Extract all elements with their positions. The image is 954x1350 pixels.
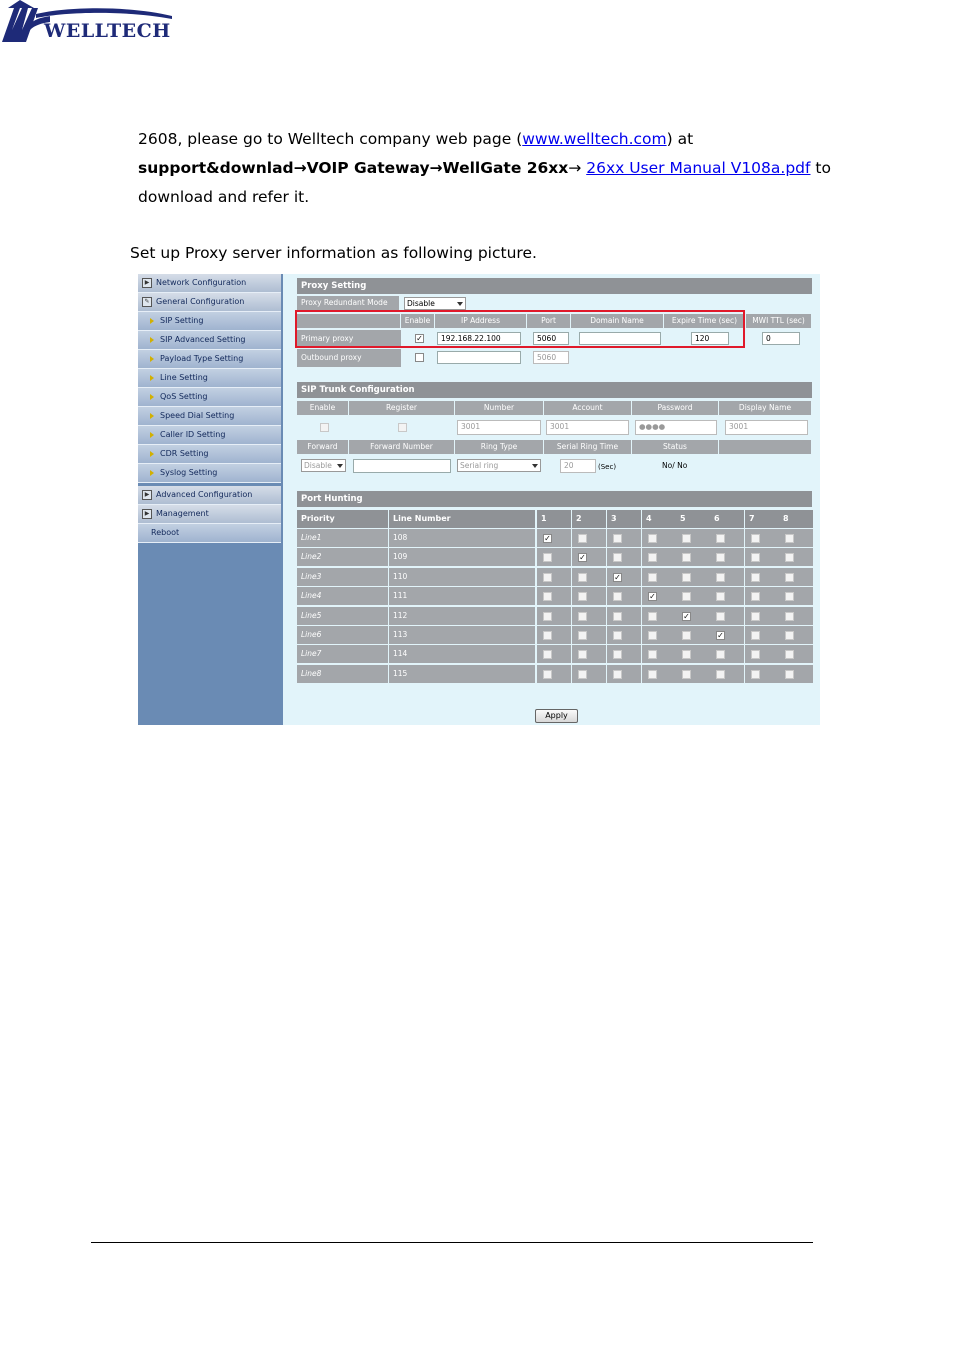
port-hunting-checkbox[interactable] bbox=[682, 553, 691, 562]
port-hunting-checkbox[interactable] bbox=[785, 650, 794, 659]
trunk-ring-time-input[interactable]: 20 bbox=[560, 459, 596, 473]
sidebar-item-management[interactable] bbox=[138, 505, 281, 524]
port-hunting-checkbox[interactable] bbox=[682, 631, 691, 640]
port-hunting-checkbox[interactable] bbox=[785, 631, 794, 640]
port-hunting-checkbox[interactable] bbox=[716, 534, 725, 543]
primary-proxy-mwi-input[interactable]: 0 bbox=[762, 332, 800, 345]
port-hunting-priority-cell: Line5 bbox=[297, 607, 388, 625]
arrow-right-icon: ▶ bbox=[142, 278, 152, 288]
chevron-down-icon bbox=[532, 464, 538, 468]
sip-trunk-title: SIP Trunk Configuration bbox=[297, 382, 812, 398]
port-hunting-checkbox[interactable] bbox=[543, 631, 552, 640]
trunk-header-status: Status bbox=[632, 440, 719, 454]
port-hunting-checkbox[interactable] bbox=[716, 670, 725, 679]
port-hunting-checkbox[interactable] bbox=[613, 534, 622, 543]
sidebar-item-caller-id-setting[interactable] bbox=[138, 426, 281, 445]
port-hunting-checkbox[interactable] bbox=[648, 631, 657, 640]
primary-proxy-port-input[interactable]: 5060 bbox=[533, 332, 569, 345]
select-value: Serial ring bbox=[460, 461, 499, 470]
triangle-icon bbox=[150, 413, 154, 419]
port-hunting-checkbox[interactable] bbox=[648, 553, 657, 562]
port-hunting-priority-cell: Line3 bbox=[297, 568, 388, 586]
port-hunting-checkbox[interactable] bbox=[751, 592, 760, 601]
port-hunting-checkbox[interactable] bbox=[543, 553, 552, 562]
port-hunting-line-number-cell: 111 bbox=[389, 587, 535, 605]
port-hunting-checkbox[interactable] bbox=[648, 650, 657, 659]
trunk-account-input[interactable]: 3001 bbox=[546, 420, 629, 435]
port-hunting-header-col: 1 bbox=[537, 510, 571, 528]
sidebar-item-cdr-setting[interactable] bbox=[138, 445, 281, 464]
port-hunting-checkbox[interactable] bbox=[785, 573, 794, 582]
trunk-forward-number-input[interactable] bbox=[353, 459, 451, 473]
arrow-text: → bbox=[568, 159, 587, 177]
triangle-icon bbox=[150, 432, 154, 438]
port-hunting-checkbox[interactable] bbox=[578, 573, 587, 582]
chevron-down-icon bbox=[457, 302, 463, 306]
primary-proxy-label: Primary proxy bbox=[297, 330, 401, 348]
trunk-header-account: Account bbox=[544, 401, 632, 415]
proxy-header-domain: Domain Name bbox=[571, 314, 664, 328]
port-hunting-line-number-cell: 108 bbox=[389, 529, 535, 547]
paragraph-line-3: download and refer it. bbox=[138, 188, 310, 206]
trunk-header-forward: Forward bbox=[297, 440, 349, 454]
port-hunting-checkbox[interactable]: ✓ bbox=[649, 592, 656, 602]
port-hunting-header-priority: Priority bbox=[297, 510, 388, 528]
port-hunting-line-number-cell: 109 bbox=[389, 548, 535, 566]
primary-proxy-ip-input[interactable]: 192.168.22.100 bbox=[437, 332, 521, 345]
port-hunting-title: Port Hunting bbox=[297, 491, 812, 507]
port-hunting-checkbox[interactable] bbox=[543, 573, 552, 582]
port-hunting-checkbox[interactable] bbox=[578, 631, 587, 640]
triangle-icon bbox=[150, 375, 154, 381]
download-path-text: support&downlad→VOIP Gateway→WellGate 26xx bbox=[138, 159, 569, 177]
trunk-forward-select[interactable] bbox=[301, 459, 346, 472]
port-hunting-checkbox[interactable] bbox=[751, 670, 760, 679]
embedded-screenshot bbox=[138, 274, 820, 725]
trunk-ring-type-select[interactable] bbox=[457, 459, 541, 472]
proxy-header-port: Port bbox=[527, 314, 571, 328]
port-hunting-checkbox[interactable] bbox=[578, 534, 587, 543]
port-hunting-checkbox[interactable] bbox=[716, 650, 725, 659]
triangle-icon bbox=[150, 470, 154, 476]
footer-divider bbox=[91, 1242, 813, 1243]
trunk-header-number: Number bbox=[455, 401, 544, 415]
port-hunting-line-number-cell: 114 bbox=[389, 645, 535, 663]
port-hunting-checkbox[interactable] bbox=[751, 650, 760, 659]
trunk-header-forward-number: Forward Number bbox=[349, 440, 455, 454]
sidebar-item-label: Line Setting bbox=[160, 373, 208, 382]
paragraph-text: ) at bbox=[666, 130, 694, 148]
trunk-header-password: Password bbox=[632, 401, 719, 415]
sidebar-item-label: Network Configuration bbox=[156, 278, 247, 287]
port-hunting-priority-cell: Line4 bbox=[297, 587, 388, 605]
sidebar-item-label: Reboot bbox=[151, 528, 180, 537]
sidebar-item-label: CDR Setting bbox=[160, 449, 209, 458]
primary-proxy-expire-input[interactable]: 120 bbox=[691, 332, 729, 345]
port-hunting-checkbox[interactable] bbox=[751, 612, 760, 621]
port-hunting-checkbox[interactable] bbox=[751, 534, 760, 543]
port-hunting-checkbox[interactable] bbox=[648, 612, 657, 621]
trunk-header-serial-ring-time: Serial Ring Time bbox=[544, 440, 632, 454]
sidebar-item-label: Management bbox=[156, 509, 209, 518]
sidebar-item-label: QoS Setting bbox=[160, 392, 208, 401]
port-hunting-header-col: 4 bbox=[642, 510, 676, 528]
trunk-display-name-input[interactable]: 3001 bbox=[725, 420, 808, 435]
port-hunting-header-col: 5 bbox=[676, 510, 710, 528]
proxy-header-expire: Expire Time (sec) bbox=[664, 314, 746, 328]
sidebar-item-label: SIP Setting bbox=[160, 316, 204, 325]
arrow-right-icon: ▶ bbox=[142, 509, 152, 519]
paragraph-text: to bbox=[810, 159, 831, 177]
sidebar-item-label: Caller ID Setting bbox=[160, 430, 226, 439]
port-hunting-checkbox[interactable] bbox=[543, 650, 552, 659]
port-hunting-header-col: 2 bbox=[572, 510, 606, 528]
port-hunting-checkbox[interactable] bbox=[613, 670, 622, 679]
select-value: Disable bbox=[304, 461, 332, 470]
apply-button[interactable]: Apply bbox=[535, 709, 578, 723]
port-hunting-priority-cell: Line2 bbox=[297, 548, 388, 566]
triangle-icon bbox=[150, 318, 154, 324]
sidebar bbox=[138, 274, 283, 725]
outbound-proxy-ip-input[interactable] bbox=[437, 351, 521, 364]
port-hunting-checkbox[interactable] bbox=[648, 670, 657, 679]
port-hunting-checkbox[interactable] bbox=[716, 573, 725, 582]
port-hunting-checkbox[interactable] bbox=[682, 573, 691, 582]
port-hunting-priority-cell: Line6 bbox=[297, 626, 388, 644]
port-hunting-header-col: 7 bbox=[745, 510, 779, 528]
sidebar-item-label: Advanced Configuration bbox=[156, 490, 253, 499]
port-hunting-checkbox[interactable] bbox=[785, 592, 794, 601]
trunk-status-value: No/ No bbox=[662, 461, 688, 470]
port-hunting-checkbox[interactable] bbox=[613, 612, 622, 621]
sidebar-item-label: Payload Type Setting bbox=[160, 354, 244, 363]
proxy-setting-title: Proxy Setting bbox=[297, 278, 812, 294]
primary-proxy-enable-checkbox[interactable]: ✓ bbox=[416, 334, 423, 343]
sidebar-item-label: Speed Dial Setting bbox=[160, 411, 235, 420]
port-hunting-checkbox[interactable] bbox=[716, 592, 725, 601]
sidebar-item-advanced-configuration[interactable] bbox=[138, 486, 281, 505]
trunk-header-ring-type: Ring Type bbox=[455, 440, 544, 454]
trunk-header-enable: Enable bbox=[297, 401, 349, 415]
port-hunting-checkbox[interactable] bbox=[648, 534, 657, 543]
port-hunting-line-number-cell: 110 bbox=[389, 568, 535, 586]
welltech-logo bbox=[0, 0, 175, 44]
port-hunting-header-line-number: Line Number bbox=[389, 510, 535, 528]
chevron-down-icon bbox=[337, 464, 343, 468]
port-hunting-checkbox[interactable] bbox=[785, 612, 794, 621]
sidebar-item-label: SIP Advanced Setting bbox=[160, 335, 246, 344]
port-hunting-checkbox[interactable]: ✓ bbox=[717, 631, 724, 640]
port-hunting-checkbox[interactable] bbox=[613, 553, 622, 562]
port-hunting-checkbox[interactable] bbox=[578, 612, 587, 621]
port-hunting-checkbox[interactable] bbox=[682, 650, 691, 659]
port-hunting-checkbox[interactable] bbox=[785, 670, 794, 679]
sidebar-item-sip-setting[interactable] bbox=[138, 312, 281, 331]
paragraph-line-2 bbox=[138, 154, 831, 183]
proxy-redundant-mode-label: Proxy Redundant Mode bbox=[297, 296, 399, 310]
port-hunting-priority-cell: Line1 bbox=[297, 529, 388, 547]
sidebar-item-sip-advanced-setting[interactable] bbox=[138, 331, 281, 350]
port-hunting-checkbox[interactable] bbox=[578, 670, 587, 679]
port-hunting-checkbox[interactable] bbox=[716, 553, 725, 562]
triangle-icon bbox=[150, 394, 154, 400]
port-hunting-checkbox[interactable]: ✓ bbox=[683, 611, 690, 621]
paragraph-text: 2608, please go to Welltech company web page ( bbox=[138, 130, 523, 148]
figure-caption: Set up Proxy server information as following picture. bbox=[130, 244, 537, 262]
port-hunting-header-col: 6 bbox=[710, 510, 744, 528]
port-hunting-checkbox[interactable] bbox=[682, 592, 691, 601]
port-hunting-checkbox[interactable] bbox=[751, 573, 760, 582]
port-hunting-checkbox[interactable] bbox=[716, 612, 725, 621]
sidebar-item-label: General Configuration bbox=[156, 297, 245, 306]
port-hunting-checkbox[interactable] bbox=[682, 670, 691, 679]
port-hunting-line-number-cell: 113 bbox=[389, 626, 535, 644]
port-hunting-checkbox[interactable]: ✓ bbox=[579, 553, 586, 563]
sidebar-item-general-configuration[interactable] bbox=[138, 293, 281, 312]
port-hunting-checkbox[interactable] bbox=[578, 650, 587, 659]
sidebar-item-line-setting[interactable] bbox=[138, 369, 281, 388]
port-hunting-priority-cell: Line8 bbox=[297, 665, 388, 683]
port-hunting-checkbox[interactable] bbox=[613, 631, 622, 640]
paragraph-line-1 bbox=[138, 125, 693, 154]
arrow-right-icon: ▶ bbox=[142, 490, 152, 500]
port-hunting-priority-cell: Line7 bbox=[297, 645, 388, 663]
trunk-number-input[interactable]: 3001 bbox=[457, 420, 541, 435]
outbound-proxy-label: Outbound proxy bbox=[297, 349, 401, 367]
logo-text: WELLTECH bbox=[44, 20, 171, 42]
port-hunting-checkbox[interactable] bbox=[785, 534, 794, 543]
trunk-header-register: Register bbox=[349, 401, 455, 415]
proxy-header-mwi: MWI TTL (sec) bbox=[746, 314, 812, 328]
outbound-proxy-enable-checkbox[interactable] bbox=[415, 353, 424, 362]
port-hunting-checkbox[interactable]: ✓ bbox=[614, 572, 621, 582]
port-hunting-checkbox[interactable] bbox=[682, 534, 691, 543]
outbound-proxy-port-input[interactable]: 5060 bbox=[533, 351, 569, 364]
port-hunting-checkbox[interactable] bbox=[751, 553, 760, 562]
trunk-password-input[interactable]: ●●●● bbox=[635, 420, 717, 435]
port-hunting-checkbox[interactable] bbox=[543, 612, 552, 621]
port-hunting-checkbox[interactable] bbox=[613, 650, 622, 659]
port-hunting-line-number-cell: 112 bbox=[389, 607, 535, 625]
trunk-sec-label: (Sec) bbox=[598, 463, 617, 471]
triangle-icon bbox=[150, 356, 154, 362]
port-hunting-checkbox[interactable] bbox=[648, 573, 657, 582]
welltech-website-link[interactable]: www.welltech.com bbox=[522, 130, 667, 148]
sidebar-item-speed-dial-setting[interactable] bbox=[138, 407, 281, 426]
select-value: Disable bbox=[407, 299, 435, 308]
port-hunting-checkbox[interactable] bbox=[543, 670, 552, 679]
proxy-header-ip: IP Address bbox=[435, 314, 527, 328]
highlight-box bbox=[295, 310, 745, 348]
port-hunting-checkbox[interactable] bbox=[613, 592, 622, 601]
trunk-header-display-name: Display Name bbox=[719, 401, 812, 415]
proxy-redundant-mode-select[interactable] bbox=[404, 297, 466, 310]
sidebar-item-qos-setting[interactable] bbox=[138, 388, 281, 407]
edit-icon: ✎ bbox=[142, 297, 152, 307]
sidebar-item-reboot[interactable] bbox=[138, 524, 281, 543]
port-hunting-line-number-cell: 115 bbox=[389, 665, 535, 683]
sidebar-item-network-configuration[interactable] bbox=[138, 274, 281, 293]
sidebar-item-payload-type-setting[interactable] bbox=[138, 350, 281, 369]
sidebar-item-syslog-setting[interactable] bbox=[138, 464, 281, 483]
trunk-enable-checkbox[interactable] bbox=[320, 423, 329, 432]
proxy-header-enable: Enable bbox=[401, 314, 435, 328]
port-hunting-header-col: 8 bbox=[779, 510, 813, 528]
user-manual-link[interactable]: 26xx User Manual V108a.pdf bbox=[586, 159, 811, 177]
port-hunting-checkbox[interactable]: ✓ bbox=[544, 534, 551, 543]
port-hunting-checkbox[interactable] bbox=[543, 592, 552, 601]
port-hunting-checkbox[interactable] bbox=[785, 553, 794, 562]
port-hunting-checkbox[interactable] bbox=[578, 592, 587, 601]
sidebar-item-label: Syslog Setting bbox=[160, 468, 218, 477]
trunk-header-blank bbox=[719, 440, 812, 454]
port-hunting-header-col: 3 bbox=[607, 510, 641, 528]
port-hunting-checkbox[interactable] bbox=[751, 631, 760, 640]
triangle-icon bbox=[150, 451, 154, 457]
trunk-register-checkbox[interactable] bbox=[398, 423, 407, 432]
triangle-icon bbox=[150, 337, 154, 343]
